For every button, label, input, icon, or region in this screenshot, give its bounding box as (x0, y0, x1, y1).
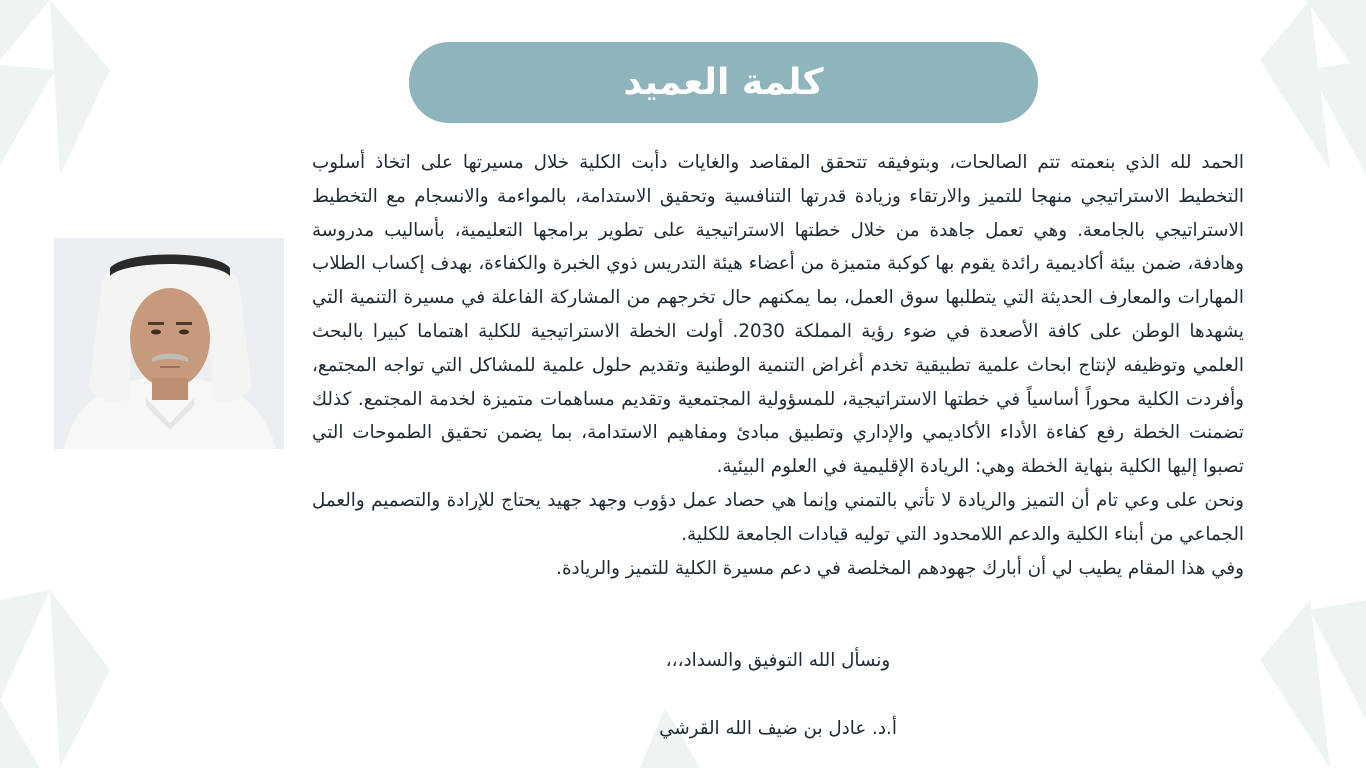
page-title: كلمة العميد (623, 62, 824, 103)
portrait-illustration (54, 238, 284, 449)
dean-portrait (54, 238, 284, 449)
message-paragraph: ونحن على وعي تام أن التميز والريادة لا تأتي بالتمني وإنما هي حصاد عمل دؤوب وجهد جهيد يحتاج للإرادة والتصميم والعمل الجماعي من أبناء الكلية والدعم اللامحدود التي توليه قيادات الجامعة للكلية. (312, 489, 1244, 545)
closing-line: ونسأل الله التوفيق والسداد،،، (665, 650, 891, 671)
dean-message-body (312, 146, 1244, 585)
decor-triangle (0, 700, 40, 768)
decor-triangle (0, 65, 55, 165)
title-banner (409, 42, 1038, 123)
decor-triangle (50, 590, 110, 768)
message-paragraph: وفي هذا المقام يطيب لي أن أبارك جهودهم المخلصة في دعم مسيرة الكلية للتميز والريادة. (556, 557, 1244, 579)
message-paragraph: الحمد لله الذي بنعمته تتم الصالحات، وبتوفيقه تتحقق المقاصد والغايات دأبت الكلية خلال مسيرتها على اتخاذ أسلوب التخطيط الاستراتيجي منهجا للتميز والارتقاء وزيادة قدرتها التنافسية وتحقيق الاستدامة، بالمواءمة والانسجام مع التخطيط الاستراتيجي بالجامعة. وهي تعمل جاهدة من خلال خطتها الاستراتيجية على تطوير برامجها التعليمية، بأساليب مدروسة وهادفة، ضمن بيئة أكاديمية رائدة يقوم بها كوكبة متميزة من أعضاء هيئة التدريس ذوي الخبرة والكفاءة، بهدف إكساب الطلاب المهارات والمعارف الحديثة التي يتطلبها سوق العمل، بما يمكنهم حال تخرجهم من المشاركة الفاعلة في مسيرة التنمية التي يشهدها الوطن على كافة الأصعدة في ضوء رؤية المملكة 2030. أولت الخطة الاستراتيجية للكلية اهتماما كبيرا بالبحث العلمي وتوظيفه لإنتاج ابحاث علمية تطبيقية تخدم أغراض التنمية الوطنية وتقديم حلول علمية للمشاكل التي تواجه المجتمع، وأفردت الكلية محوراً أساسياً في خطتها الاستراتيجية، للمسؤولية المجتمعية وتقديم مساهمات متميزة لخدمة المجتمع. كذلك تضمنت الخطة رفع كفاءة الأداء الأكاديمي والإداري وتطبيق مبادئ ومفاهيم الاستدامة، بما يضمن تحقيق الطموحات التي تصبوا إليها الكلية بنهاية الخطة وهي: الريادة الإقليمية في العلوم البيئية. (312, 152, 1244, 478)
decor-triangle (0, 0, 50, 60)
decor-triangle (0, 590, 50, 700)
decor-triangle (50, 0, 110, 175)
signature: أ.د. عادل بن ضيف الله القرشي (659, 718, 897, 739)
